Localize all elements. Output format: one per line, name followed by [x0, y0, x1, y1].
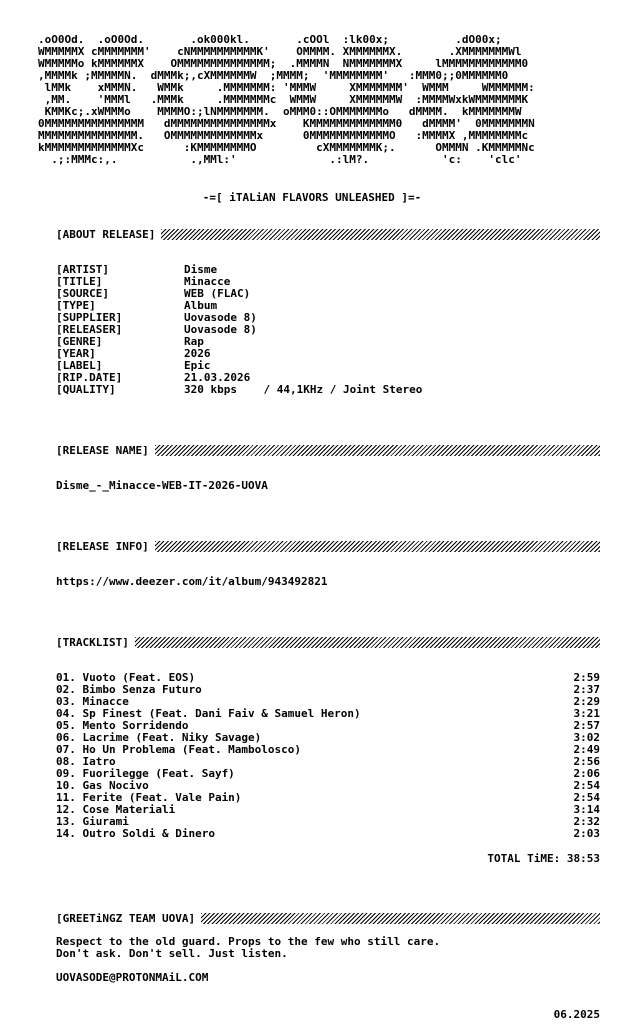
- track-title: 13. Giurami: [56, 815, 129, 828]
- track-title: 07. Ho Un Problema (Feat. Mambolosco): [56, 743, 302, 756]
- track-row: [56, 744, 600, 756]
- track-time: 2:54: [573, 779, 600, 792]
- hatch-divider: [155, 541, 600, 552]
- about-value: 2026: [184, 347, 211, 360]
- track-title: 08. Iatro: [56, 755, 116, 768]
- about-key: [RELEASER]: [56, 323, 123, 336]
- track-time: 3:02: [573, 731, 600, 744]
- track-title: 09. Fuorilegge (Feat. Sayf): [56, 767, 235, 780]
- about-key: [RIP.DATE]: [56, 371, 123, 384]
- about-value: Disme: [184, 263, 218, 276]
- release-name-value: Disme_-_Minacce-WEB-IT-2026-UOVA: [56, 479, 268, 492]
- track-time: 2:49: [573, 743, 600, 756]
- about-key: [TYPE]: [56, 299, 96, 312]
- release-info-link[interactable]: https://www.deezer.com/it/album/943492821: [56, 575, 328, 588]
- section-release-name-header: [56, 444, 600, 456]
- track-title: 10. Gas Nocivo: [56, 779, 149, 792]
- about-key: [GENRE]: [56, 335, 103, 348]
- tagline: -=[ iTALiAN FLAVORS UNLEASHED ]=-: [202, 191, 422, 204]
- track-title: 05. Mento Sorridendo: [56, 719, 189, 732]
- about-key: [TITLE]: [56, 275, 103, 288]
- about-value: Album: [184, 299, 218, 312]
- hatch-divider: [201, 913, 600, 924]
- section-tracklist-header: [56, 636, 600, 648]
- ascii-logo: .oO0Od. .oO0Od. .ok000kl. .cOOl :lk00x; .dO00x; WMMMMMX cMMMMMMM' cNMMMMMMMMMMK' OMMMM. XMMMMMMX. .XMMMMMMMWl WMMMMMo kMMMMMMX OMMMMMMMMMMMMMM; .MMMMN NMMMMMMMX lMMMMMMMMMMMM0 ,MMMMk ;MMMMMN. dMMMk;,cXMMMMMMW ;MMMM; 'MMMMMMMM' :MMM0;;0MMMMMM0 lMMk xMMMN. WMMk .MMMMMMM: 'MMMW XMMMMMMM' WMMM WMMMMMM: ,MM. 'MMMl .MMMk .MMMMMMMc WMMW XMMMMMMW :MMMMWxkWMMMMMMMK KMMKc;.xWMMMo MMMMO:;lNMMMMMMM. oMMM0::OMMMMMMMo dMMMM. kMMMMMMMW 0MMMMMMMMMMMMMMM dMMMMMMMMMMMMMMMx KMMMMMMMMMMMMM0 dMMMM' 0MMMMMMMN MMMMMMMMMMMMMMM. OMMMMMMMMMMMMMx 0MMMMMMMMMMMMO :MMMMX ,MMMMMMMMc kMMMMMMMMMMMMMXc :KMMMMMMMMO cXMMMMMMMK;. OMMMN .KMMMMMNc .;:MMMc:,. .,MMl:' .:lM?. 'c: 'clc': [38, 34, 535, 166]
- track-time: 2:57: [573, 719, 600, 732]
- about-row: [56, 336, 422, 348]
- track-time: 2:37: [573, 683, 600, 696]
- about-value: 320 kbps / 44,1KHz / Joint Stereo: [184, 383, 423, 396]
- track-title: 04. Sp Finest (Feat. Dani Faiv & Samuel Heron): [56, 707, 361, 720]
- track-title: 14. Outro Soldi & Dinero: [56, 827, 215, 840]
- hatch-divider: [161, 229, 600, 240]
- tracklist: [56, 672, 600, 840]
- section-release-info-label: [RELEASE INFO]: [56, 539, 149, 553]
- about-row: [56, 288, 422, 300]
- contact-email[interactable]: UOVASODE@PROTONMAiL.COM: [56, 971, 209, 984]
- track-title: 01. Vuoto (Feat. EOS): [56, 671, 196, 684]
- about-value: Rap: [184, 335, 204, 348]
- about-row: [56, 324, 422, 336]
- track-time: 2:59: [573, 671, 600, 684]
- about-key: [SOURCE]: [56, 287, 109, 300]
- hatch-divider: [135, 637, 600, 648]
- section-greetings-header: [56, 912, 600, 924]
- about-value: WEB (FLAC): [184, 287, 251, 300]
- greetings-line-1: Respect to the old guard. Props to the few who still care.: [56, 935, 441, 948]
- section-about-label: [ABOUT RELEASE]: [56, 227, 156, 241]
- about-row: [56, 264, 422, 276]
- about-key: [YEAR]: [56, 347, 96, 360]
- about-key: [QUALITY]: [56, 383, 116, 396]
- track-time: 2:03: [573, 827, 600, 840]
- about-value: Uovasode 8): [184, 311, 257, 324]
- about-key: [SUPPLIER]: [56, 311, 123, 324]
- track-title: 06. Lacrime (Feat. Niky Savage): [56, 731, 262, 744]
- about-value: Epic: [184, 359, 211, 372]
- track-time: 3:14: [573, 803, 600, 816]
- about-row: [56, 348, 422, 360]
- track-time: 2:06: [573, 767, 600, 780]
- about-list: [56, 264, 422, 396]
- about-value: 21.03.2026: [184, 371, 251, 384]
- section-greetings-label: [GREETiNGZ TEAM UOVA]: [56, 911, 196, 925]
- section-release-name-label: [RELEASE NAME]: [56, 443, 149, 457]
- about-key: [LABEL]: [56, 359, 103, 372]
- track-time: 2:32: [573, 815, 600, 828]
- track-title: 03. Minacce: [56, 695, 129, 708]
- about-row: [56, 384, 422, 396]
- track-row: [56, 684, 600, 696]
- section-about-header: [56, 228, 600, 240]
- section-release-info-header: [56, 540, 600, 552]
- track-time: 3:21: [573, 707, 600, 720]
- track-title: 02. Bimbo Senza Futuro: [56, 683, 202, 696]
- about-value: Uovasode 8): [184, 323, 257, 336]
- track-row: [56, 828, 600, 840]
- total-time: TOTAL TiME: 38:53: [487, 852, 600, 865]
- track-title: 12. Cose Materiali: [56, 803, 176, 816]
- about-key: [ARTIST]: [56, 263, 109, 276]
- track-title: 11. Ferite (Feat. Vale Pain): [56, 791, 242, 804]
- section-tracklist-label: [TRACKLIST]: [56, 635, 129, 649]
- hatch-divider: [155, 445, 600, 456]
- track-row: [56, 804, 600, 816]
- track-time: 2:56: [573, 755, 600, 768]
- footer-date: 06.2025: [553, 1008, 600, 1021]
- track-time: 2:54: [573, 791, 600, 804]
- track-time: 2:29: [573, 695, 600, 708]
- about-value: Minacce: [184, 275, 231, 288]
- greetings-line-2: Don't ask. Don't sell. Just listen.: [56, 947, 288, 960]
